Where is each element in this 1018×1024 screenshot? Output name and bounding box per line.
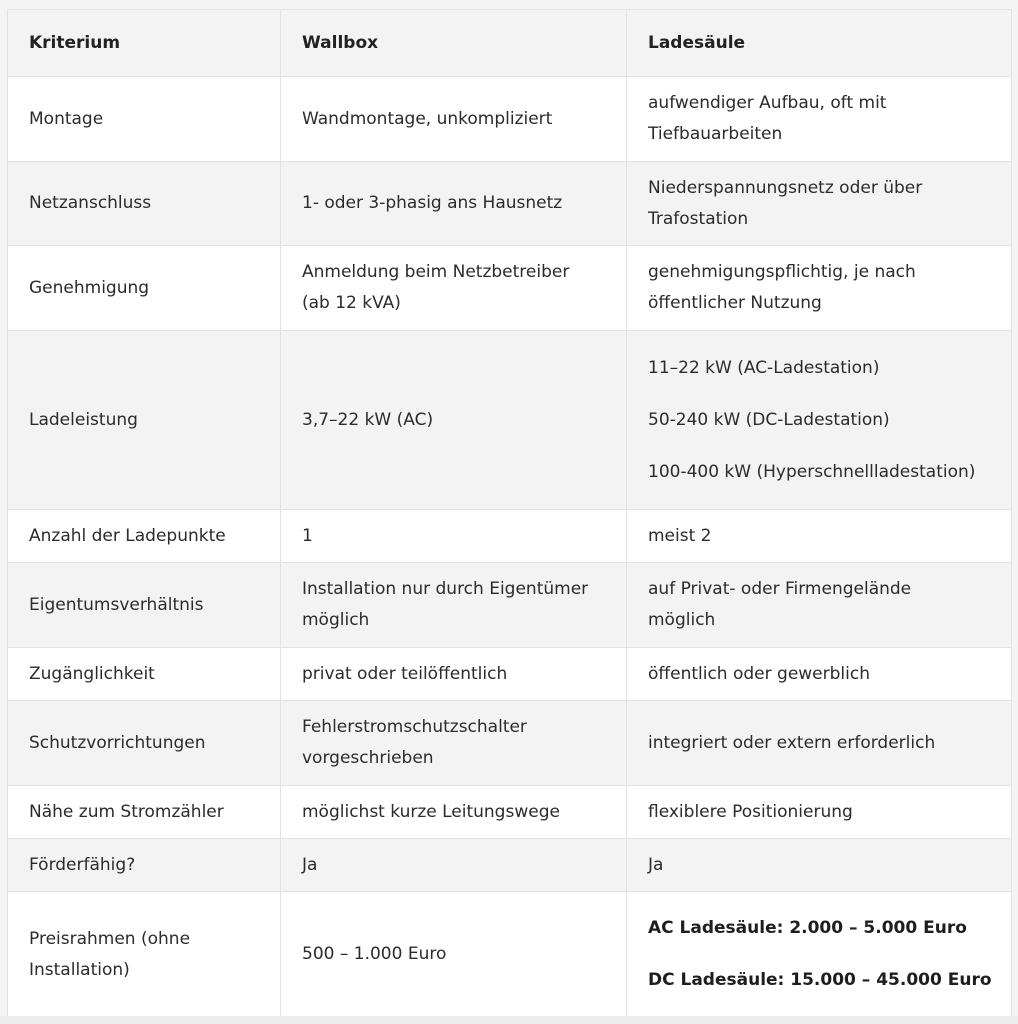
cell-wallbox (281, 839, 627, 892)
cell-ladesaeule (627, 563, 1012, 648)
cell-kriterium: Ladeleistung (8, 331, 281, 510)
cell-wallbox (281, 648, 627, 701)
cell-ladesaeule (627, 331, 1012, 510)
cell-kriterium: Zugänglichkeit (8, 648, 281, 701)
cell-line: Preisrahmen (ohne (29, 928, 191, 949)
cell-paragraph: 100-400 kW (Hyperschnellladestation) (648, 461, 976, 482)
cell-line: Niederspannungsnetz oder über (648, 177, 923, 198)
cell-ladesaeule (627, 77, 1012, 162)
table-header-row (8, 10, 1012, 77)
table-row (8, 246, 1012, 331)
table-row (8, 648, 1012, 701)
cell-line: (ab 12 kVA) (302, 293, 401, 313)
cell-wallbox (281, 892, 627, 1018)
table-row (8, 839, 1012, 892)
table-row (8, 77, 1012, 162)
cell-wallbox (281, 701, 627, 786)
header-ladesaeule: Ladesäule (627, 10, 1012, 77)
cell-line: vorgeschrieben (302, 748, 434, 768)
table-row (8, 563, 1012, 648)
cell-line: privat oder teilöffentlich (302, 663, 508, 684)
cell-line: genehmigungspflichtig, je nach (648, 262, 916, 282)
cell-line: öffentlicher Nutzung (648, 293, 822, 313)
cell-wallbox (281, 77, 627, 162)
cell-kriterium: Eigentumsverhältnis (8, 563, 281, 648)
table-row (8, 510, 1012, 563)
cell-line: meist 2 (648, 525, 712, 546)
cell-line: Tiefbauarbeiten (648, 124, 783, 144)
cell-paragraph: 11–22 kW (AC-Ladestation) (648, 357, 880, 378)
cell-wallbox (281, 510, 627, 563)
cell-kriterium: Netzanschluss (8, 162, 281, 246)
cell-line: Wandmontage, unkompliziert (302, 108, 553, 129)
cell-wallbox (281, 162, 627, 246)
cell-line: 1 (302, 525, 313, 546)
comparison-table-wrapper (7, 9, 1011, 1018)
cell-kriterium: Genehmigung (8, 246, 281, 331)
cell-paragraph: AC Ladesäule: 2.000 – 5.000 Euro (648, 918, 967, 938)
cell-kriterium (8, 892, 281, 1018)
table-row (8, 892, 1012, 1018)
cell-ladesaeule (627, 162, 1012, 246)
cell-line: Ja (302, 854, 318, 875)
cell-ladesaeule (627, 892, 1012, 1018)
cell-ladesaeule (627, 246, 1012, 331)
cell-paragraph: 50-240 kW (DC-Ladestation) (648, 409, 890, 430)
cell-ladesaeule (627, 510, 1012, 563)
cell-line: integriert oder extern erforderlich (648, 732, 936, 753)
cell-ladesaeule (627, 786, 1012, 839)
cell-line: aufwendiger Aufbau, oft mit (648, 93, 887, 113)
cell-paragraph: DC Ladesäule: 15.000 – 45.000 Euro (648, 970, 992, 990)
cell-line: 1- oder 3-phasig ans Hausnetz (302, 193, 563, 213)
cell-line: Trafostation (648, 208, 749, 229)
cell-ladesaeule (627, 648, 1012, 701)
header-kriterium: Kriterium (8, 10, 281, 77)
cell-line: Installation) (29, 959, 130, 980)
cell-kriterium: Montage (8, 77, 281, 162)
cell-kriterium: Schutzvorrichtungen (8, 701, 281, 786)
cell-ladesaeule (627, 839, 1012, 892)
page-bottom-strip (0, 1016, 1018, 1024)
comparison-table (7, 9, 1012, 1018)
cell-wallbox (281, 786, 627, 839)
cell-line: öffentlich oder gewerblich (648, 663, 870, 684)
cell-kriterium: Anzahl der Ladepunkte (8, 510, 281, 563)
header-wallbox: Wallbox (281, 10, 627, 77)
table-row (8, 162, 1012, 246)
cell-line: Ja (648, 854, 664, 875)
cell-ladesaeule (627, 701, 1012, 786)
cell-wallbox (281, 246, 627, 331)
cell-line: auf Privat- oder Firmengelände (648, 579, 912, 599)
cell-line: möglich (302, 610, 370, 630)
cell-kriterium: Nähe zum Stromzähler (8, 786, 281, 839)
cell-line: möglich (648, 610, 716, 630)
cell-line: 500 – 1.000 Euro (302, 944, 447, 964)
cell-wallbox (281, 331, 627, 510)
table-row (8, 786, 1012, 839)
cell-line: Installation nur durch Eigentümer (302, 579, 589, 599)
cell-line: Fehlerstromschutzschalter (302, 717, 527, 737)
cell-line: Anmeldung beim Netzbetreiber (302, 262, 570, 282)
cell-line: möglichst kurze Leitungswege (302, 801, 560, 822)
cell-line: 3,7–22 kW (AC) (302, 409, 434, 430)
cell-line: flexiblere Positionierung (648, 801, 853, 822)
table-row (8, 701, 1012, 786)
cell-wallbox (281, 563, 627, 648)
table-row (8, 331, 1012, 510)
cell-kriterium: Förderfähig? (8, 839, 281, 892)
